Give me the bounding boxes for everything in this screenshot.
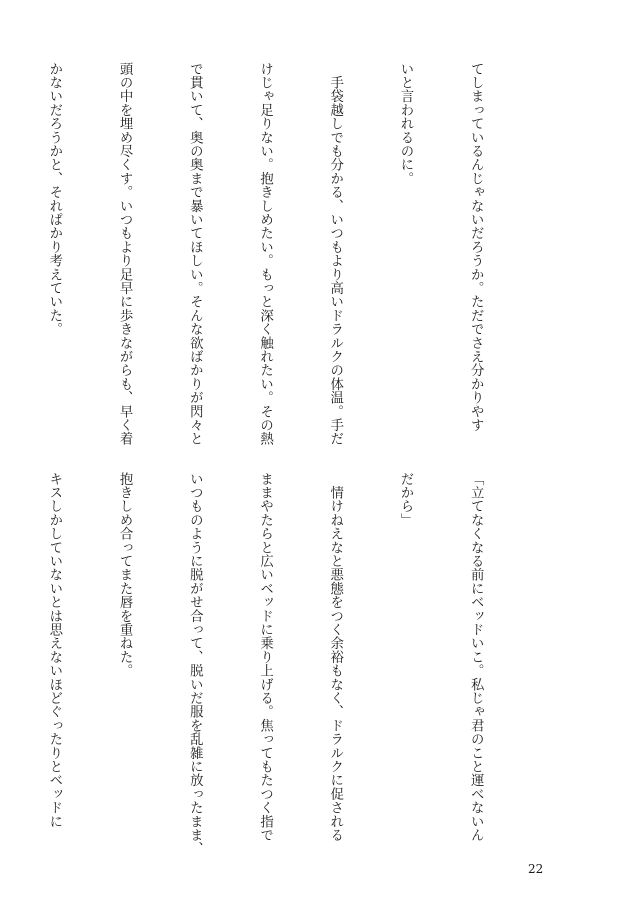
lower-text-block <box>46 472 534 856</box>
text-line: いつものように脱がせ合って、脱いだ服を乱雑に放ったまま、 <box>187 472 203 856</box>
text-line: 情けねえなと悪態をつく余裕もなく、ドラルクに促される <box>327 472 343 842</box>
text-line: で貫いて、奥の奥まで暴いてほしい。そんな欲ばかりが閃々と <box>187 62 203 446</box>
text-line: 抱きしめ合ってまた唇を重ねた。 <box>117 472 133 678</box>
text-line: かないだろうかと、それぱかり考えていた。 <box>46 62 62 336</box>
text-line: いと言われるのに。 <box>397 62 413 186</box>
text-line: だから」 <box>397 472 413 527</box>
upper-text-block <box>46 62 534 446</box>
page-number: 22 <box>528 862 544 876</box>
text-line: けじゃ足りない。抱きしめたい。もっと深く触れたい。その熱 <box>257 62 273 446</box>
text-line: 手袋越しでも分かる、いつもより高いドラルクの体温。手だ <box>327 62 343 446</box>
text-line: 頭の中を埋め尽くす。いつもより足早に歩きながらも、早く着 <box>117 62 133 446</box>
text-line: 「立てなくなる前にベッドいこ。私じゃ君のこと運べないん <box>468 472 484 842</box>
text-line: キスしかしていないとは思えないほどぐったりとベッドに <box>46 472 62 829</box>
text-line: てしまっているんじゃないだろうか。ただでさえ分かりやす <box>468 62 484 432</box>
text-line: ままやたらと広いベッドに乗り上げる。焦ってもたつく指で <box>257 472 273 842</box>
